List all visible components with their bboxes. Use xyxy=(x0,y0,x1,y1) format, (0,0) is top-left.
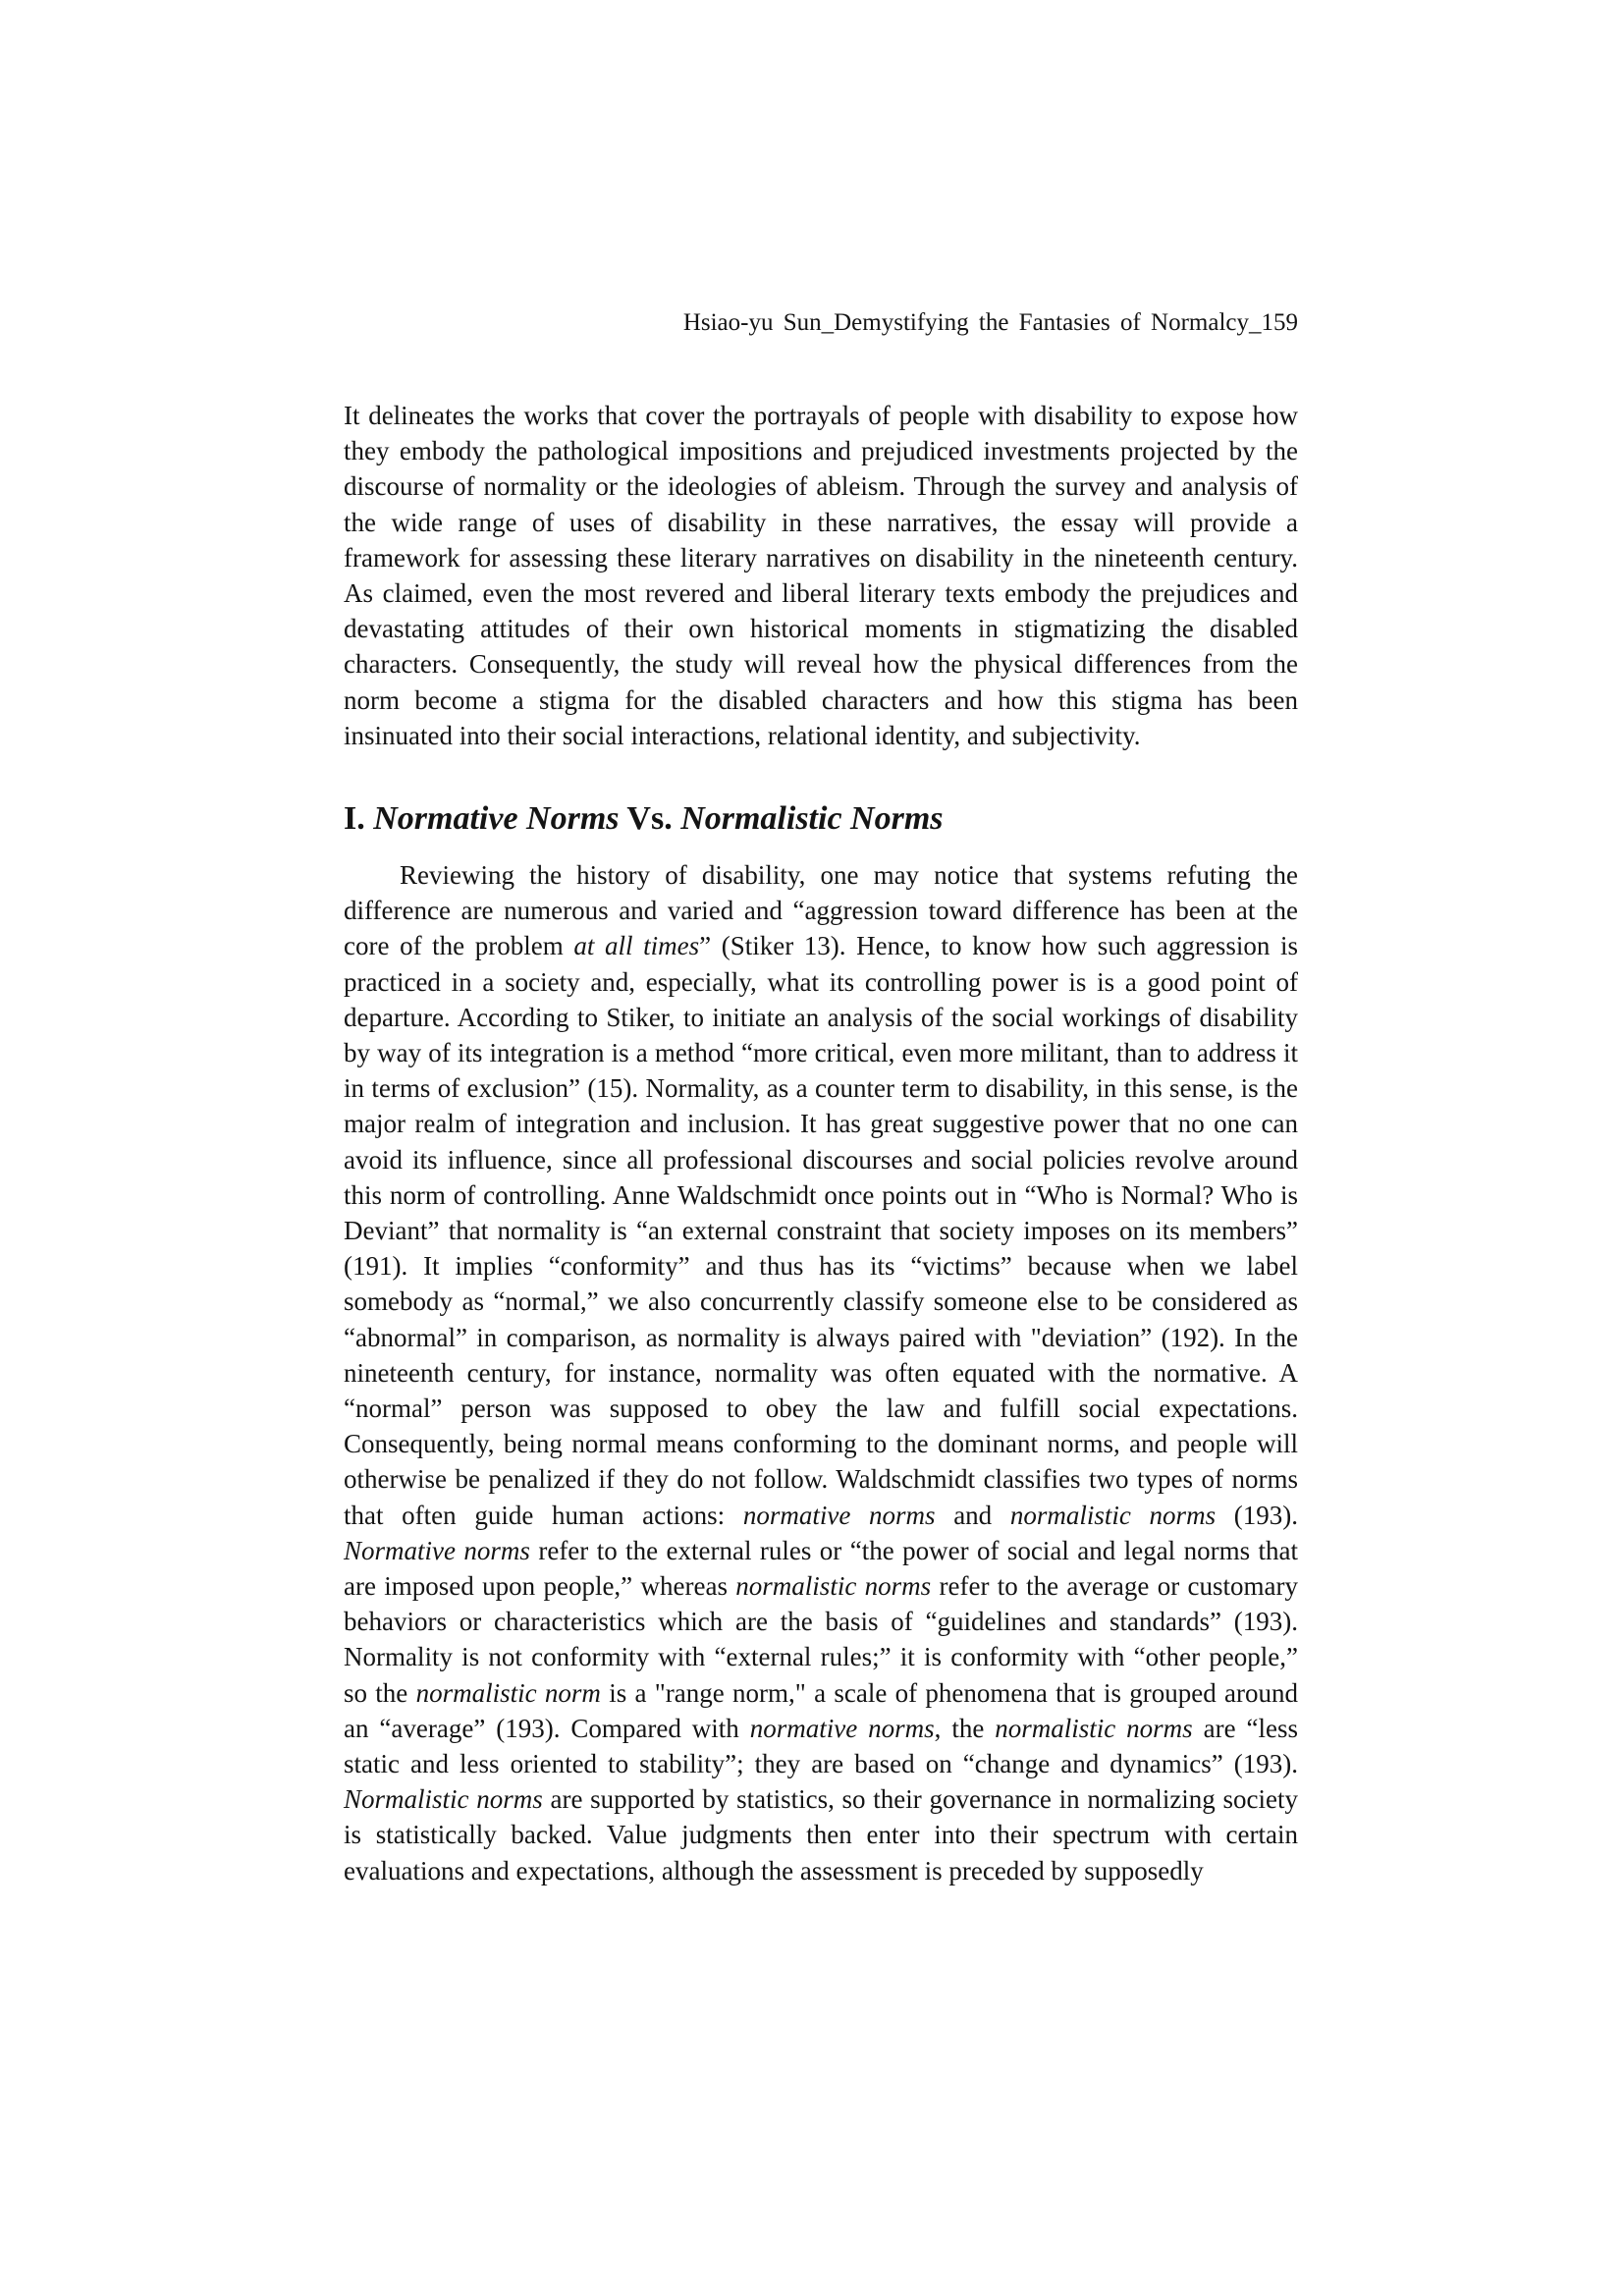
section-title-part1: Normative Norms xyxy=(373,800,620,837)
text-run: (193). xyxy=(1216,1500,1298,1530)
text-run: is a "range norm," a scale of phenomena that is grouped around an “average” (193). Compared with xyxy=(344,1677,1299,1743)
text-run: , the xyxy=(934,1713,996,1743)
section-paragraph xyxy=(344,857,1298,1888)
italic-run: normative norms xyxy=(742,1500,936,1530)
text-run: refer to the external rules or “the power of social and legal norms that are imposed upon people,” whereas xyxy=(344,1535,1299,1602)
text-run: refer to the average or customary behaviors or characteristics which are the basis of “guidelines and standards” (193). Normality is not conformity with “external rules;” it is conformity with “other people,” so the xyxy=(344,1571,1298,1708)
italic-run: Normative norms xyxy=(344,1535,530,1565)
intro-paragraph-block xyxy=(344,398,1298,753)
text-run: are supported by statistics, so their governance in normalizing society is statistically backed. Value judgments then enter into their spectrum with certain evaluations and expectations, although the assessment is preceded by supposedly xyxy=(344,1784,1298,1886)
intro-paragraph: It delineates the works that cover the portrayals of people with disability to expose how they embody the pathological impositions and prejudiced investments projected by the discourse of normality or the ideologies of ableism. Through the survey and analysis of the wide range of uses of disability in these narratives, the essay will provide a framework for assessing these literary narratives on disability in the nineteenth century. As claimed, even the most revered and liberal literary texts embody the prejudices and devastating attitudes of their own historical moments in stigmatizing the disabled characters. Consequently, the study will reveal how the physical differences from the norm become a stigma for the disabled characters and how this stigma has been insinuated into their social interactions, relational identity, and subjectivity. xyxy=(344,401,1298,750)
section-heading xyxy=(344,797,1298,841)
italic-run: Normalistic norms xyxy=(344,1784,543,1815)
running-header: Hsiao-yu Sun_Demystifying the Fantasies of Normalcy_159 xyxy=(682,309,1298,336)
text-run: and xyxy=(935,1500,1010,1530)
italic-run: normative norms xyxy=(749,1713,935,1743)
text-run: ” (Stiker 13). Hence, to know how such aggression is practiced in a society and, especially, what its controlling power is is a good point of departure. According to Stiker, to initiate an analysis of the social workings of disability by way of its integration is a method “more critical, even more militant, than to address it in terms of exclusion” (15). Normality, as a counter term to disability, in this sense, is the major realm of integration and inclusion. It has great suggestive power that no one can avoid its influence, since all professional discourses and social policies revolve around this norm of controlling. Anne Waldschmidt once points out in “Who is Normal? Who is Deviant” that normality is “an external constraint that society imposes on its members” (191). It implies “conformity” and thus has its “victims” because when we label somebody as “normal,” we also concurrently classify someone else to be considered as “abnormal” in comparison, as normality is always paired with "deviation” (192). In the nineteenth century, for instance, normality was often equated with the normative. A “normal” person was supposed to obey the law and fulfill social expectations. Consequently, being normal means conforming to the dominant norms, and people will otherwise be penalized if they do not follow. Waldschmidt classifies two types of norms that often guide human actions: xyxy=(344,931,1299,1530)
text-run: are “less static and less oriented to stability”; they are based on “change and dynamics” (193). xyxy=(344,1713,1298,1779)
section-number: I. xyxy=(344,800,365,837)
italic-run: at all times xyxy=(573,931,700,961)
section-title-part2: Normalistic Norms xyxy=(680,800,944,837)
italic-run: normalistic norms xyxy=(995,1713,1193,1743)
text-run: Reviewing the history of disability, one may notice that systems refuting the difference are numerous and varied and “aggression toward difference has been at the core of the problem xyxy=(344,860,1298,961)
italic-run: normalistic norms xyxy=(735,1571,932,1602)
section-title-vs: Vs. xyxy=(626,800,673,837)
italic-run: normalistic norm xyxy=(415,1677,601,1708)
section-paragraph-block xyxy=(344,857,1298,1888)
italic-run: normalistic norms xyxy=(1009,1500,1217,1530)
